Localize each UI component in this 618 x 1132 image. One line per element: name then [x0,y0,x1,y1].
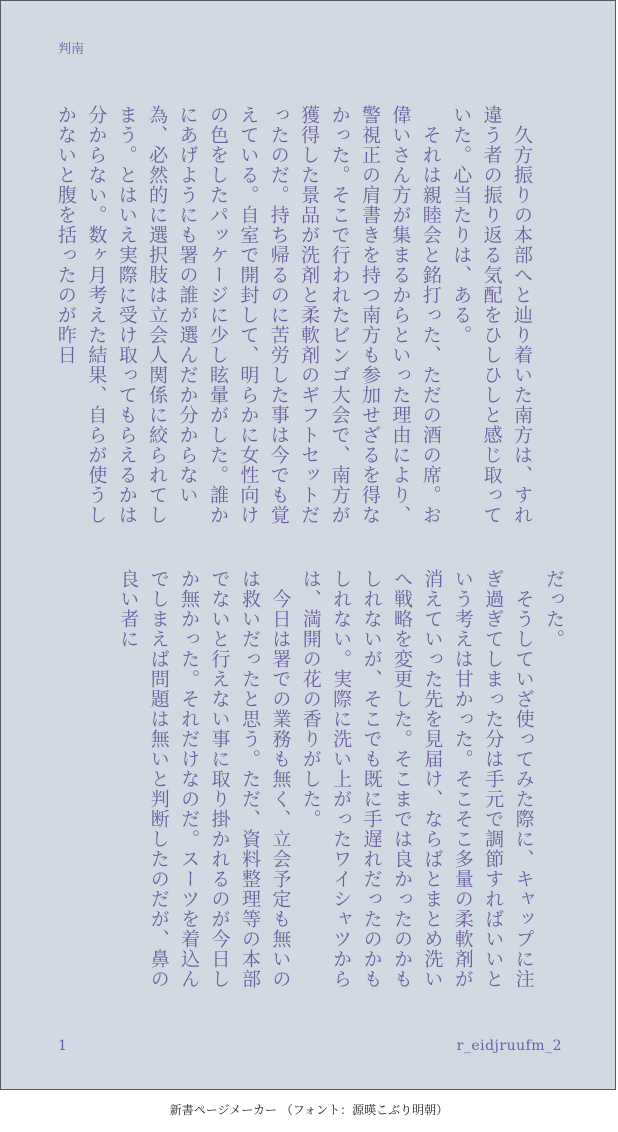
paragraph-1: 久方振りの本部へと辿り着いた南方は、すれ違う者の振り返る気配をひしひしと感じ取っていた。心当たりは、ある。 [450,105,533,525]
paragraph-2: それは親睦会と銘打った、ただの酒の席。お偉いさん方が集まるからといった理由により、警視正の肩書きを持つ南方も参加せざるを得なかった。そこで行われたビンゴ大会で、南方が獲得した景品が洗剤と柔軟剤のギフトセットだったのだ。持ち帰るのに苦労した事は今でも覚えている。自室で開封して、明らかに女性向けの色をしたパッケージに少し眩暈がした。誰かにあげようにも署の誰が選んだか分からない為、必然的に選択肢は立会人関係に絞られてしまう。とはいえ実際に受け取ってもらえるかは分からない。数ヶ月考えた結果、自らが使うしかないと腹を括ったのが昨日 [54,105,442,525]
text-block-upper [51,105,538,535]
page-id: r_eidjruufm_2 [456,1038,562,1054]
credit-line: 新書ページメーカー （フォント：源暎こぶり明朝） [169,1103,449,1117]
paragraph-4: 今日は署での業務も無く、立会予定も無いのは救いだったと思う。ただ、資料整理等の本部でないと行えない事に取り掛かれるのが今日しか無かった。それだけなのだ。スーツを着込んでしまえば問題は無いと判断したのだが、鼻の良い者に [117,569,292,989]
paragraph-2-continued: だった。 [543,569,565,649]
paragraph-3: そうしていざ使ってみた際に、キャップに注ぎ過ぎてしまった分は手元で調節すればいいという考えは甘かった。そこそこ多量の柔軟剤が消えていった先を見届け、ならばとまとめ洗いへ戦略を変更した。そこまでは良かったのかもしれないが、そこでも既に手遅れだったのかもしれない。実際に洗い上がったワイシャツからは、満開の花の香りがした。 [299,569,535,989]
text-block-lower [113,569,569,999]
page-header: 判南 [58,42,85,57]
page-number: 1 [58,1038,67,1054]
